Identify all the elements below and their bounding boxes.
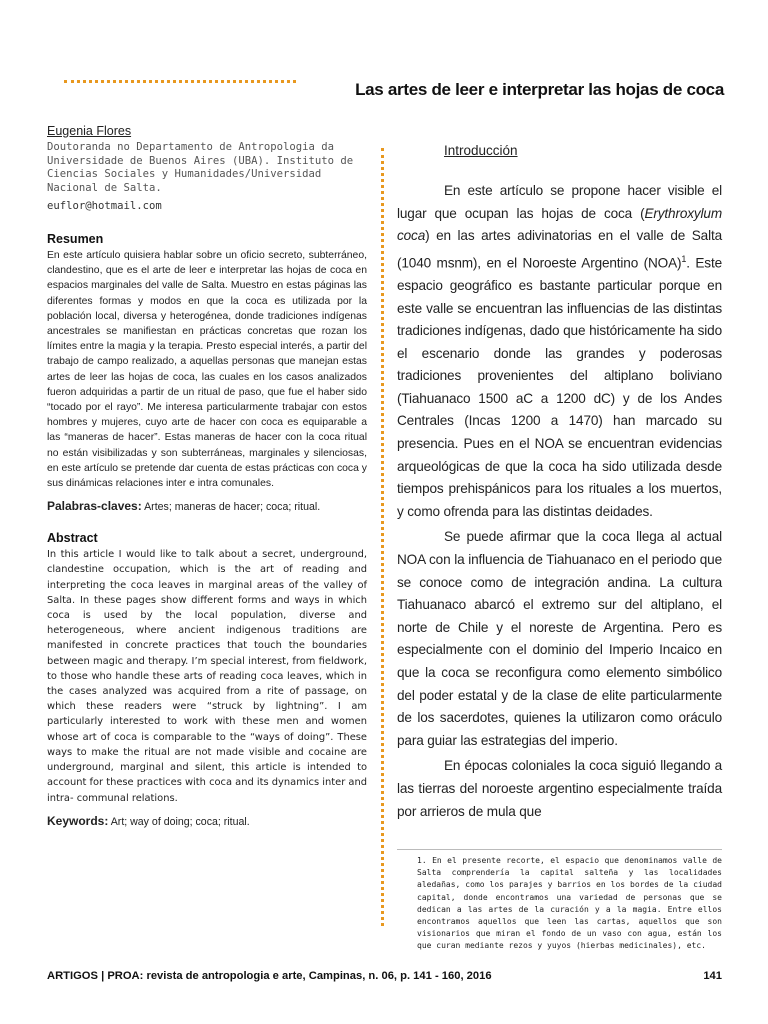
p1-scientific-name: Erythroxylum coca [397, 205, 722, 244]
p1-text-start: En este artículo se propone hacer visible el lugar que ocupan las hojas de coca ( [397, 183, 722, 221]
footnote-rule [397, 849, 722, 850]
page-number: 141 [703, 970, 722, 982]
body-paragraph-1 [397, 180, 722, 523]
abstract-text: In this article I would like to talk about a secret, underground, clandestine occupation, which is the art of reading and interpreting the coca leaves in marginal areas of the valley of Salta. In these pages show different forms and ways in which coca is used by the local population, diverse and heterogeneous, where ancient indigenous traditions are manifested in concrete practices that touch the boundaries between magic and therapy. I’m special interest, from fieldwork, to those who handle these arts of reading coca leaves, which in the cases analyzed was acquired from a rite of passage, on which these readers were “struck by lightning”. I am particularly interested to work with these men and women whose art of coca is comparable to the “ways of doing”. These ways to make the ritual are not made visible and cocaine are underground, marginal and silent, this article is intended to account for these practices with coca and its dynamics inter and intra- communal relations. [47, 549, 367, 804]
introduction-heading: Introducción [444, 143, 518, 158]
resumen-keywords-value: Artes; maneras de hacer; coca; ritual. [144, 501, 321, 514]
column-dotted-divider [381, 148, 384, 926]
right-column [397, 143, 722, 823]
p1-text-end: . Este espacio geográfico es bastante particular porque en este valle se encuentran las influencias de las distintas tradiciones indígenas, dado que históricamente ha sido el escenario donde las grandes y poderosas tradiciones provenientes del altiplano boliviano (Tiahuanaco 1500 aC a 1200 dC) y de los Andes Centrales (Incas 1200 a 1470) han marcado su presencia. Pues en el NOA se encuentran evidencias arqueológicas de que la coca ha sido utilizada desde tiempos prehispánicos para los rituales a los muertos, y como ofrenda para las distintas deidades. [397, 255, 722, 519]
header-dotted-rule [64, 80, 296, 83]
body-paragraph-2: Se puede afirmar que la coca llega al actual NOA con la influencia de Tiahuanaco en el periodo que se conoce como de integración andina. La cultura Tiahuanaco abarcó el extremo sur del altiplano, el norte de Chile y el noreste de Argentina. Pero es especialmente con el dominio del Imperio Incaico en que la coca se reconfigura como elemento simbólico del poder estatal y de la clase de elite particularmente de los sacerdotes, quienes la utilizaron como oráculo para guiar las estrategias del imperio. [397, 529, 722, 748]
author-email: euflor@hotmail.com [47, 200, 162, 212]
abstract-heading: Abstract [47, 531, 98, 546]
journal-citation: ARTIGOS | PROA: revista de antropologia e arte, Campinas, n. 06, p. 141 - 160, 2016 [47, 970, 492, 982]
resumen-text: En este artículo quisiera hablar sobre un oficio secreto, subterráneo, clandestino, que es el arte de leer e interpretar las hojas de coca en espacios marginales del valle de Salta. Muestro en estas páginas las diferentes formas y modos en que la coca es utilizada por la población local, diversa y heterogénea, donde tradiciones indígenas ancestrales se manifiestan en prácticas concretas que rozan los límites entre la magia y la terapia. Presto especial interés, a partir del trabajo de campo realizado, a aquellas personas que manejan estas artes de leer las hojas de coca, las cuales en los casos analizados fueron adquiridas a partir de un ritual de paso, que fue el haber sido “tocado por el rayo”. Me interesa particularmente trabajar con estos hombres y mujeres, cuyo arte de hacer con coca es equiparable a las “maneras de hacer”. Estas maneras de hacer con la coca ritual no están visibilizadas y son subterráneas, marginales y silenciosas, en este artículo se pretende dar cuenta de estas prácticas con coca y sus dinámicas relaciones inter e intra comunales. [47, 250, 367, 490]
left-column [47, 124, 367, 828]
resumen-section [47, 232, 367, 513]
abstract-keywords-label: Keywords: [47, 813, 109, 828]
footnote-1: 1. En el presente recorte, el espacio que denominamos valle de Salta comprendería la capital salteña y las localidades aledañas, como los parajes y barrios en los bordes de la ciudad capital, donde encontramos una variedad de personas que se dedican a las artes de la curación y a la magia. Entre ellos encontramos aquellos que leen las cartas, aquellos que son visionarios que miran el fondo de un vaso con agua, están los que curan mediante rezos y yuyos (hierbas medicinales), etc. [417, 856, 722, 951]
resumen-keywords [47, 499, 367, 513]
body-paragraph-3: En épocas coloniales la coca siguió llegando a las tierras del noroeste argentino especialmente traída por arrieros de mula que [397, 758, 722, 819]
abstract-section [47, 531, 367, 827]
abstract-keywords-value: Art; way of doing; coca; ritual. [110, 815, 250, 828]
author-name: Eugenia Flores [47, 124, 132, 138]
resumen-heading: Resumen [47, 232, 104, 246]
resumen-keywords-label: Palabras-claves: [47, 499, 142, 514]
p1-text-middle: ) en las artes adivinatorias en el valle de Salta (1040 msnm), en el Noroeste Argentino (NOA) [397, 228, 722, 271]
article-title: Las artes de leer e interpretar las hojas de coca [355, 80, 724, 99]
footnote-marker[interactable]: 1 [681, 253, 687, 264]
abstract-keywords [47, 814, 367, 828]
author-affiliation: Doutoranda no Departamento de Antropologia da Universidade de Buenos Aires (UBA). Instituto de Ciencias Sociales y Humanidades/Universidad Nacional de Salta. [47, 141, 354, 194]
